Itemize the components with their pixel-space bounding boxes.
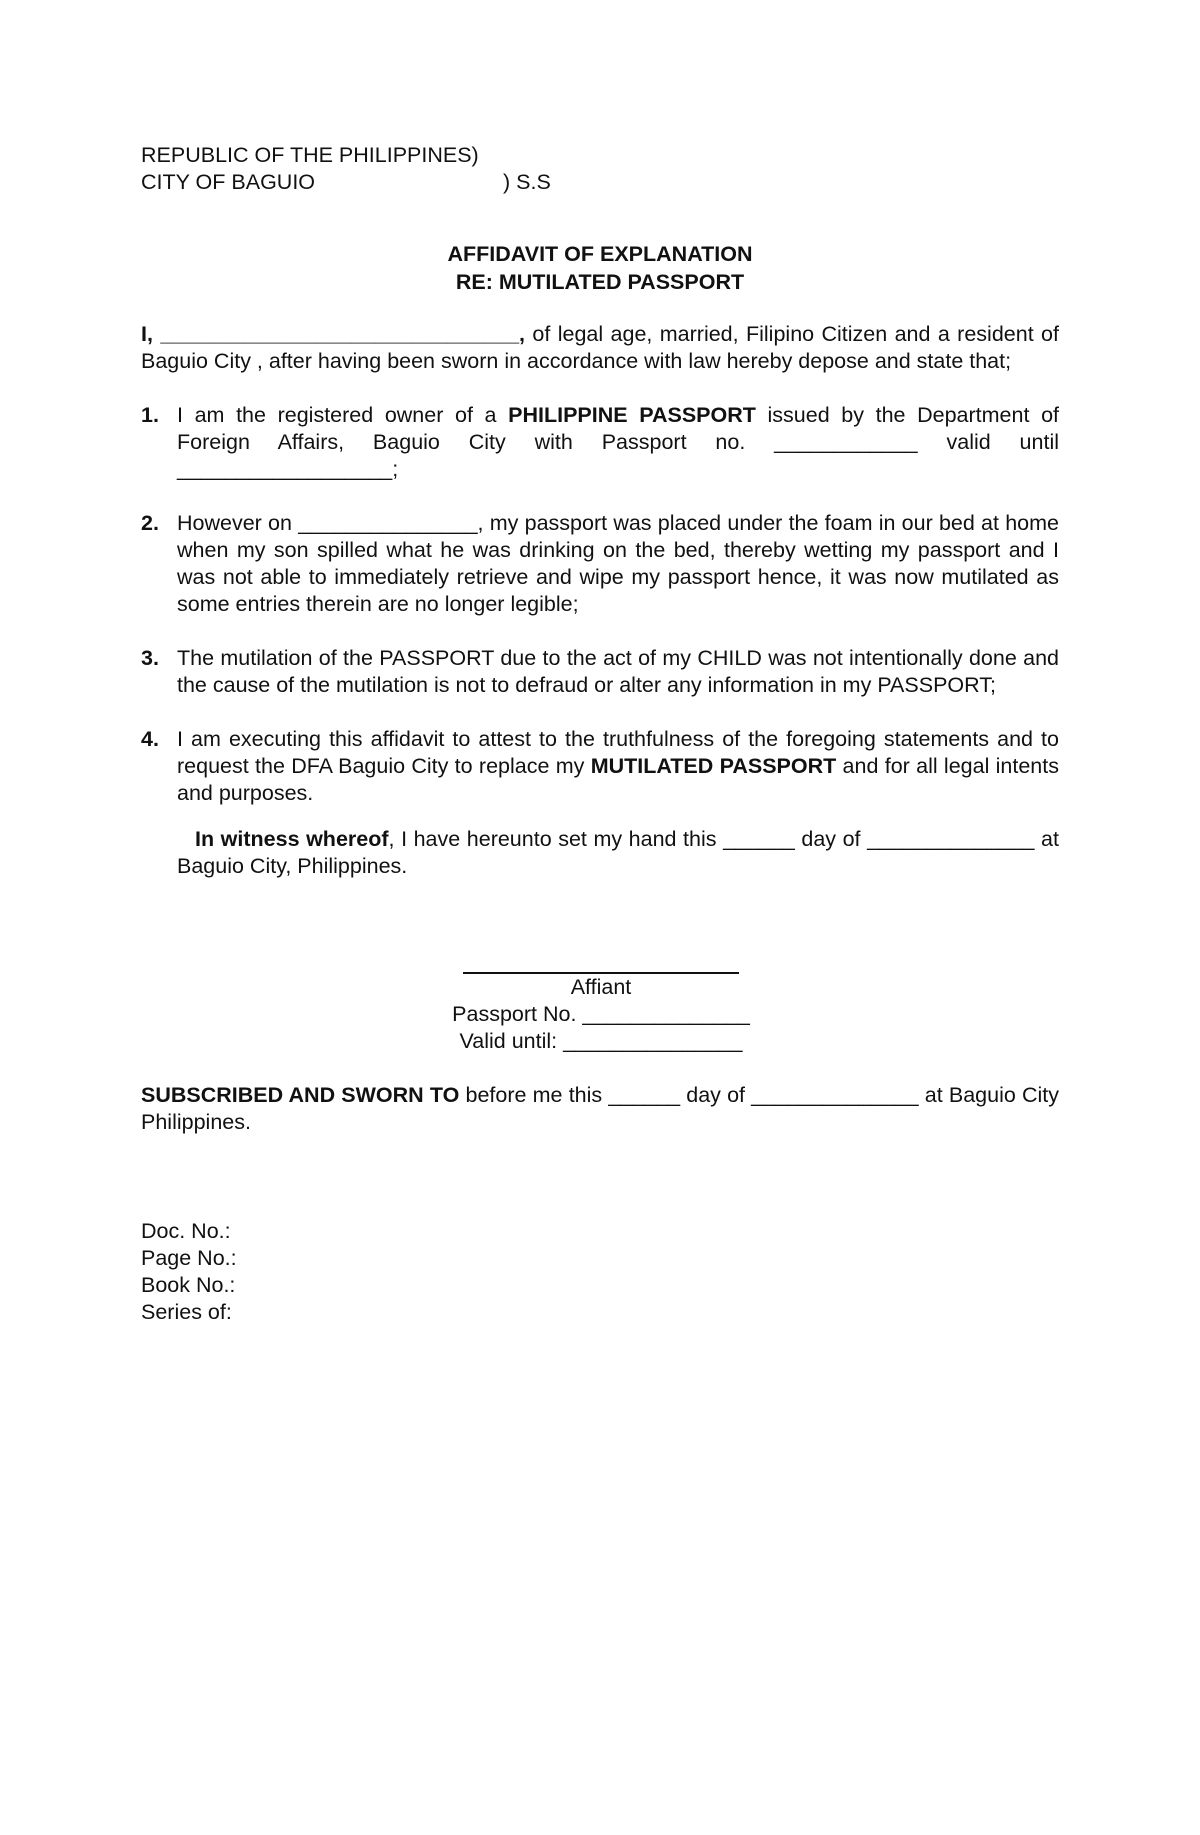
venue-city-line bbox=[141, 169, 1059, 196]
subscribed-bold: SUBSCRIBED AND SWORN TO bbox=[141, 1083, 460, 1107]
document-title bbox=[141, 241, 1059, 297]
item-text: However on _______________, my passport was placed under the foam in our bed at home when my son spilled what he was drinking on the bed, thereby wetting my passport and I was not able to immediately retrieve and wipe my passport hence, it was now mutilated as some entries therein are no longer legible; bbox=[177, 511, 1059, 616]
witness-text: , I have hereunto set my hand this ______ day of ______________ at Baguio City, Philippines. bbox=[177, 827, 1059, 878]
intro-paragraph bbox=[141, 321, 1059, 375]
affidavit-document bbox=[141, 142, 1059, 1326]
item-text-after: issued by the Department of Foreign Affairs, Baguio City with Passport no. ____________ valid until __________________; bbox=[177, 403, 1059, 481]
affiant-label: Affiant bbox=[570, 975, 632, 999]
affiant-valid-until: Valid until: _______________ bbox=[459, 1029, 743, 1053]
item-number: 1. bbox=[141, 403, 159, 427]
venue-city: CITY OF BAGUIO bbox=[141, 170, 316, 194]
venue-header bbox=[141, 142, 1059, 196]
statement-item-1 bbox=[141, 402, 1059, 483]
item-text-after: and for all legal intents and purposes. bbox=[177, 754, 1059, 805]
item-bold-text: PHILIPPINE PASSPORT bbox=[508, 403, 756, 427]
subscribed-paragraph bbox=[141, 1082, 1059, 1136]
subscribed-text: before me this ______ day of ______________ at Baguio City Philippines. bbox=[141, 1083, 1060, 1134]
item-number: 3. bbox=[141, 646, 159, 670]
item-bold-text: MUTILATED PASSPORT bbox=[590, 754, 837, 778]
title-line-2: RE: MUTILATED PASSPORT bbox=[455, 270, 745, 294]
venue-ss: ) S.S bbox=[503, 170, 551, 194]
item-text: I am executing this affidavit to attest to the truthfulness of the foregoing statements and to request the DFA Baguio City to replace my bbox=[177, 727, 1059, 778]
title-line-1: AFFIDAVIT OF EXPLANATION bbox=[447, 242, 753, 266]
affiant-name-blank: I, ______________________________, bbox=[141, 322, 526, 346]
signature-block bbox=[441, 952, 761, 1055]
statement-item-2 bbox=[141, 510, 1059, 618]
book-no: Book No.: bbox=[141, 1273, 236, 1297]
witness-bold: In witness whereof bbox=[195, 827, 389, 851]
venue-republic: REPUBLIC OF THE PHILIPPINES) bbox=[141, 143, 479, 167]
signature-line bbox=[463, 952, 739, 974]
item-text: The mutilation of the PASSPORT due to the act of my CHILD was not intentionally done and the cause of the mutilation is not to defraud or alter any information in my PASSPORT; bbox=[177, 646, 1059, 697]
notary-details bbox=[141, 1218, 1059, 1326]
statement-item-4 bbox=[141, 726, 1059, 807]
statement-list bbox=[141, 402, 1059, 807]
intro-text: of legal age, married, Filipino Citizen and a resident of Baguio City , after having been sworn in accordance with law hereby depose and state that; bbox=[141, 322, 1059, 373]
doc-no: Doc. No.: bbox=[141, 1219, 231, 1243]
page-no: Page No.: bbox=[141, 1246, 237, 1270]
series-of: Series of: bbox=[141, 1300, 232, 1324]
item-number: 4. bbox=[141, 727, 159, 751]
item-text: I am the registered owner of a bbox=[177, 403, 509, 427]
affiant-passport-no: Passport No. ______________ bbox=[452, 1002, 750, 1026]
statement-item-3 bbox=[141, 645, 1059, 699]
item-number: 2. bbox=[141, 511, 159, 535]
witness-paragraph bbox=[141, 826, 1059, 880]
